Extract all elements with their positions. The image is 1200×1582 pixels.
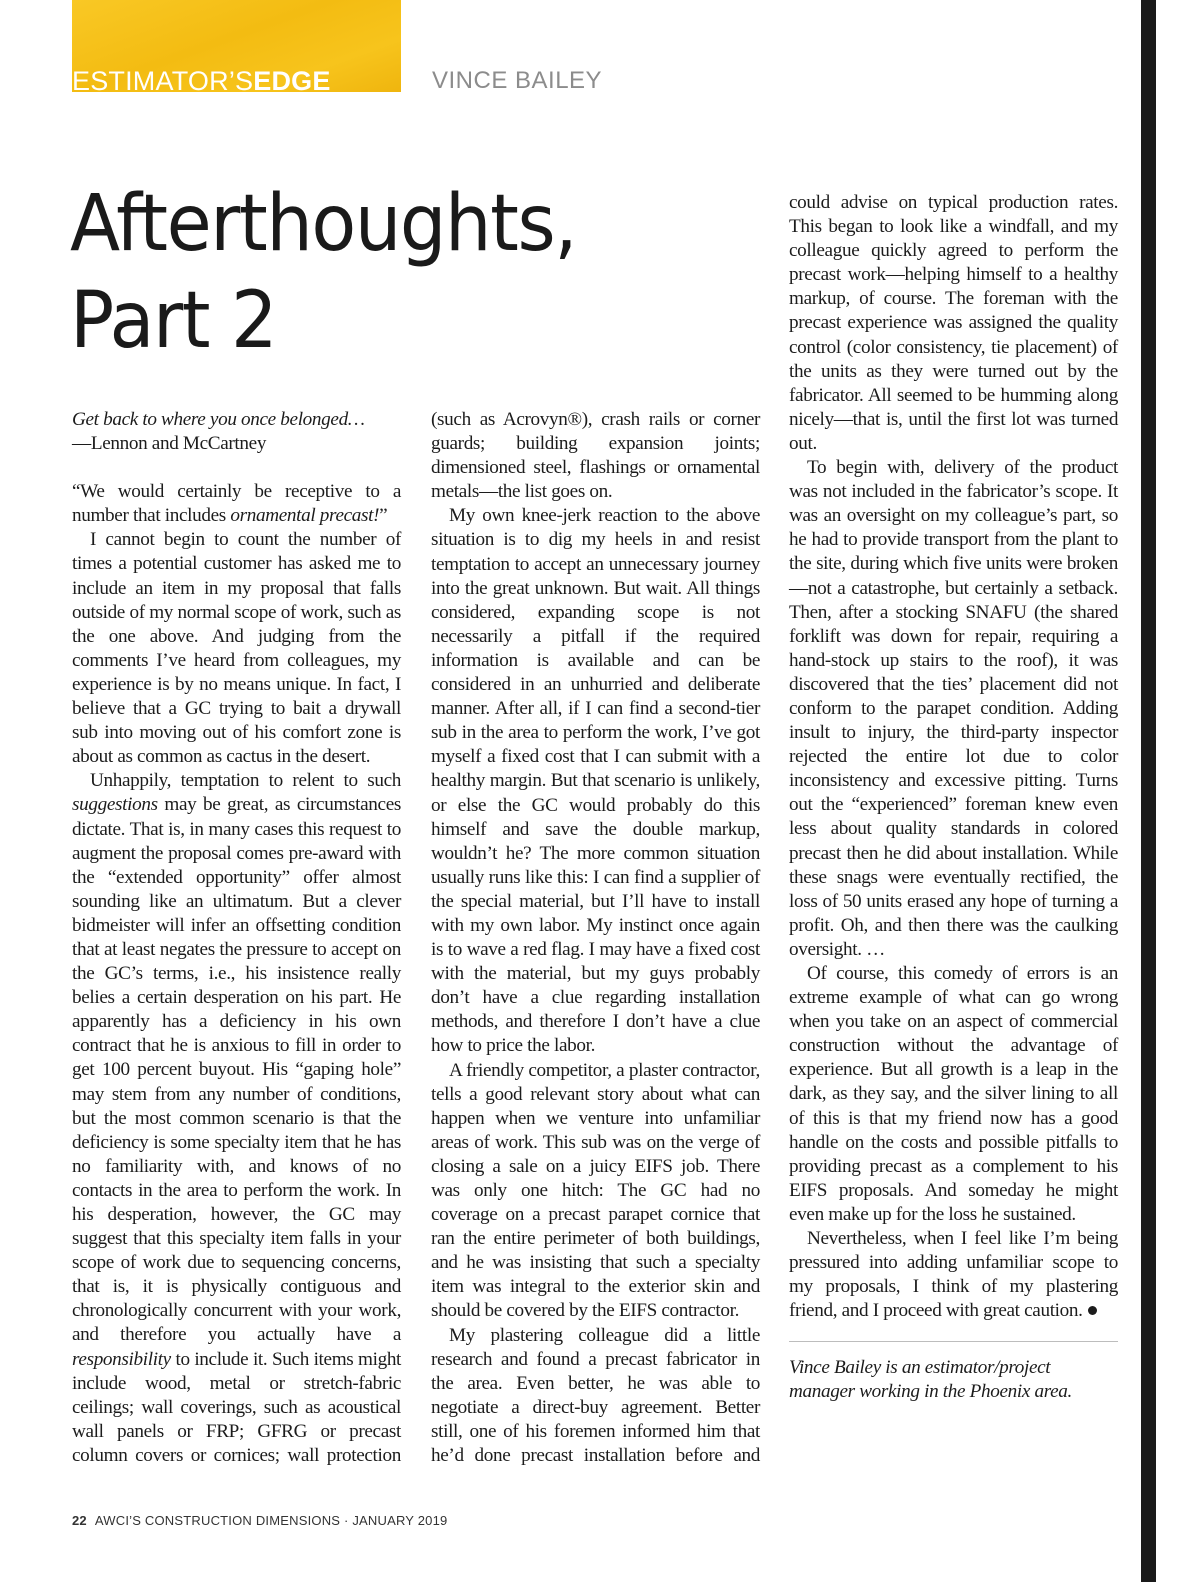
paragraph-4: My own knee-jerk reaction to the above situation is to dig my heels in and resist temptation to accept an unnecessary journey into the great unknown. But wait. All things considered, expanding scope is not necessarily a pitfall if the required information is available and can be considered in an unhurried and deliberate manner. After all, if I can find a second-tier sub in the area to perform the work, I’ve got myself a fixed cost that I can submit with a healthy margin. But that scenario is unlikely, or else the GC would probably do this himself and save the double markup, wouldn’t he? The more common situation usually runs like this: I can find a supplier of the special material, but I’ll have to install with my own labor. My instinct once again is to wave a red flag. I may have a fixed cost with the material, but my guys probably don’t have a clue regarding installation methods, and therefore I don’t have a clue how to price the labor.: [431, 505, 760, 1057]
page-footer: [72, 1513, 447, 1529]
paragraph-3-continued: [431, 408, 760, 504]
paragraph-3-text-a: Unhappily, temptation to relent to such: [90, 770, 402, 792]
publication-info: AWCI’S CONSTRUCTION DIMENSIONS · JANUARY 2019: [94, 1513, 448, 1528]
text-column-2: [431, 408, 760, 1468]
paragraph-2: I cannot begin to count the number of times a potential customer has asked me to include an item in my proposal that falls outside of my normal scope of work, such as the one above. And judging from the comments I’ve heard from colleagues, my experience is by no means unique. In fact, I believe that a GC trying to bait a drywall sub into moving out of his comfort zone is about as common as cactus in the desert.: [72, 529, 401, 768]
paragraph-3-text-b: may be great, as circumstances dictate. That is, in many cases this request to augment the proposal comes pre-award with the “extended opportunity” offer almost sounding like an ultimatum. But a clever bidmeister will infer an offsetting condition that at least negates the pressure to accept on the GC’s terms, i.e., his insistence really belies a certain desperation on his part. He apparently has a deficiency in his own contract that he is anxious to fill in order to get 100 percent buyout. His “gaping hole” may stem from any number of conditions, but the most common scenario is that the deficiency is some specialty item that he has no familiarity with, and knows of no contacts in the area to perform the work. In his desperation, however, the GC may suggest that this specialty item falls in your scope of work due to sequencing concerns, that is, it is physically contiguous and chronologically concurrent with your work, and therefore you actually have a: [72, 794, 402, 1346]
author-bio: Vince Bailey is an estimator/project manager working in the Phoenix area.: [789, 1357, 1072, 1403]
bio-divider: [789, 1341, 1118, 1342]
page-edge-bar: [1141, 0, 1156, 1582]
author-header: VINCE BAILEY: [432, 67, 603, 94]
end-mark-icon: [1088, 1306, 1097, 1315]
paragraph-9: [789, 1227, 1118, 1323]
title-line-2: Part 2: [70, 276, 277, 366]
paragraph-3-text-c: (such as Acrovyn®), crash rails or corner guards; building expansion joints; dimensioned steel, flashings or ornamental metals—the list goes on.: [431, 409, 761, 503]
page-number: 22: [72, 1513, 87, 1528]
paragraph-3-text-c: to include it. Such items might include wood, metal or stretch-fabric ceilings; wall coverings, such as acoustical wall panels or FRP; GFRG or precast column covers or cornices; wall protection: [72, 1348, 402, 1466]
epigraph-attribution: —Lennon and McCartney: [72, 433, 267, 455]
paragraph-3-emphasis-b: responsibility: [72, 1348, 171, 1370]
paragraph-1-end: ”: [379, 505, 388, 527]
paragraph-1-text: “We would certainly be receptive to a number that includes: [72, 481, 401, 527]
section-label-prefix: ESTIMATOR’S: [72, 66, 254, 94]
article-title: [70, 176, 728, 370]
section-label-suffix: EDGE: [253, 66, 331, 94]
paragraph-6: My plastering colleague did a little research and found a precast fabricator in the area. Even better, he was able to negotiate a direct-buy agreement. Better still, one of his foremen informed him that he’d done precast installation before and: [431, 1324, 761, 1467]
paragraph-8: Of course, this comedy of errors is an extreme example of what can go wrong when you take on an aspect of commercial construction without the advantage of experience. But all growth is a leap in the dark, as they say, and the silver lining to all of this is that my friend now has a good handle on the costs and possible pitfalls to providing precast as a complement to his EIFS proposals. And someday he might even make up for the loss he sustained.: [789, 963, 1118, 1225]
paragraph-3: [72, 769, 401, 1468]
epigraph: [72, 408, 401, 456]
paragraph-5: A friendly competitor, a plaster contractor, tells a good relevant story about what can happen when we venture into unfamiliar areas of work. This sub was on the verge of closing a sale on a juicy EIFS job. There was only one hitch: The GC had no coverage on a precast parapet cornice that ran the entire perimeter of both buildings, and he was insisting that such a specialty item was integral to the exterior skin and should be covered by the EIFS contractor.: [431, 1059, 760, 1322]
section-label: [72, 66, 331, 94]
paragraph-1-emphasis: ornamental precast!: [230, 505, 380, 527]
paragraph-6-continued: could advise on typical production rates. This began to look like a windfall, and my colleague quickly agreed to perform the precast work—helping himself to a healthy markup, of course. The foreman with the precast experience was assigned the quality control (color consistency, tie placement) of the units as they were turned out by the fabricator. All seemed to be humming along nicely—that is, until the first lot was turned out.: [789, 192, 1119, 454]
epigraph-quote: Get back to where you once belonged…: [72, 409, 365, 430]
text-column-3: [789, 191, 1118, 1404]
paragraph-3-emphasis-a: suggestions: [72, 794, 158, 816]
paragraph-7: To begin with, delivery of the product was not included in the fabricator’s scope. It was an oversight on my colleague’s part, so he had to provide transport from the plant to the site, during which five units were broken—not a catastrophe, but certainly a setback. Then, after a stocking SNAFU (the shared forklift was down for repair, requiring a hand-stock up stairs to the roof), it was discovered that the ties’ placement did not conform to the parapet condition. Adding insult to injury, the third-party inspector rejected the entire lot due to color inconsistency and excessive pitting. Turns out the “experienced” foreman knew even less about quality standards in colored precast then he did about installation. While these snags were eventually rectified, the loss of 50 units erased any hope of turning a profit. Oh, and then there was the caulking oversight. …: [789, 457, 1118, 960]
text-column-1: [72, 408, 401, 1468]
paragraph-9-text: Nevertheless, when I feel like I’m being pressured into adding unfamiliar scope to my proposals, I think of my plastering friend, and I proceed with great caution.: [789, 1228, 1118, 1322]
paragraph-1: [72, 480, 401, 528]
title-line-1: Afterthoughts,: [70, 179, 577, 269]
